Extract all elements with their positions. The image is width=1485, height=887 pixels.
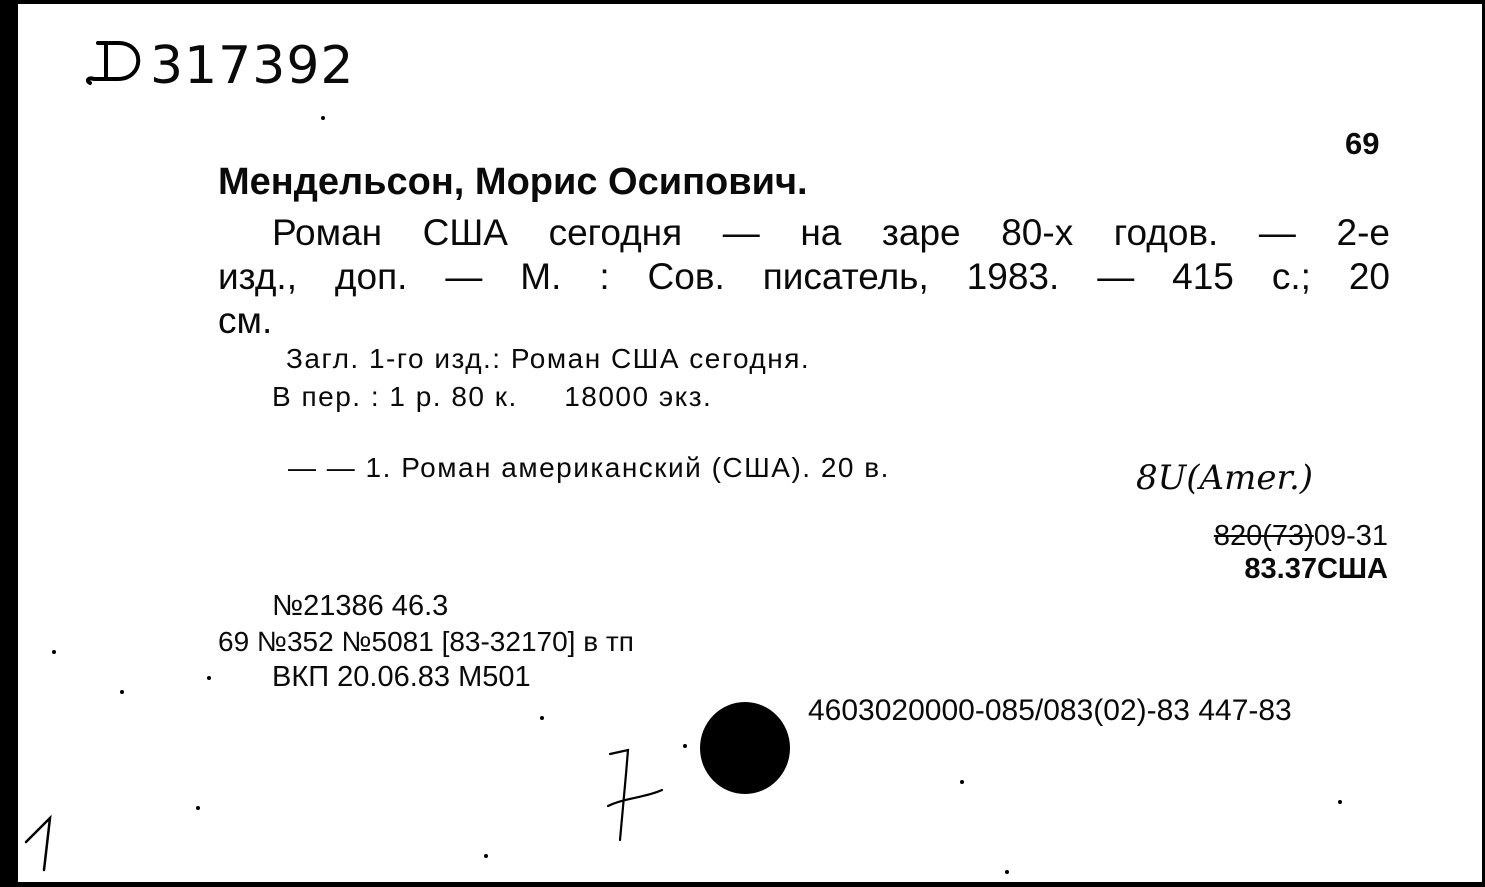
speck: [207, 676, 211, 680]
author-heading: Мендельсон, Морис Осипович.: [218, 161, 808, 203]
subject-heading: — — 1. Роман американский (США). 20 в.: [288, 452, 890, 483]
speck: [484, 854, 488, 858]
speck: [120, 690, 124, 694]
speck: [683, 744, 687, 748]
title-line-3: см.: [218, 300, 273, 341]
title-line-1: Роман США сегодня — на заре 80-х годов. — 2-е: [272, 212, 1390, 253]
title-line-2: изд., доп. — М. : Сов. писатель, 1983. — 415 с.; 20: [218, 256, 1390, 297]
accession-line-1: №21386 46.3: [272, 590, 449, 622]
speck: [1005, 870, 1009, 874]
catalog-stamp: [84, 36, 355, 96]
scan-border-top: [0, 0, 1485, 4]
udc-classification: [1214, 520, 1388, 553]
speck: [1338, 800, 1342, 804]
speck: [540, 716, 544, 720]
speck: [52, 650, 56, 654]
isbn-code: 4603020000-085/083(02)-83 447-83: [808, 694, 1292, 727]
speck: [321, 116, 325, 120]
note-price-print-run: В пер. : 1 р. 80 к. 18000 экз.: [272, 381, 713, 412]
stamp-d-glyph: [84, 37, 150, 91]
scan-border-left: [0, 0, 18, 887]
stamp-number: 317392: [150, 36, 355, 96]
scan-border-bottom: [0, 882, 1485, 887]
udc-struck-code: 820(73): [1213, 520, 1314, 552]
accession-line-3: ВКП 20.06.83 М501: [272, 661, 531, 693]
note-first-edition: Загл. 1-го изд.: Роман США сегодня.: [286, 343, 811, 374]
bbk-classification: 83.37США: [1244, 553, 1388, 585]
udc-code-rest: 09-31: [1313, 520, 1388, 552]
pencil-mark-seven: [604, 744, 674, 844]
speck: [960, 780, 964, 784]
handwritten-classification: 8U(Amer.): [1136, 458, 1314, 498]
punch-hole: [700, 702, 790, 794]
accession-line-2: 69 №352 №5081 [83-32170] в тп: [218, 626, 634, 657]
speck: [196, 806, 200, 810]
margin-mark-one: [22, 812, 62, 876]
corner-number: 69: [1345, 126, 1380, 161]
